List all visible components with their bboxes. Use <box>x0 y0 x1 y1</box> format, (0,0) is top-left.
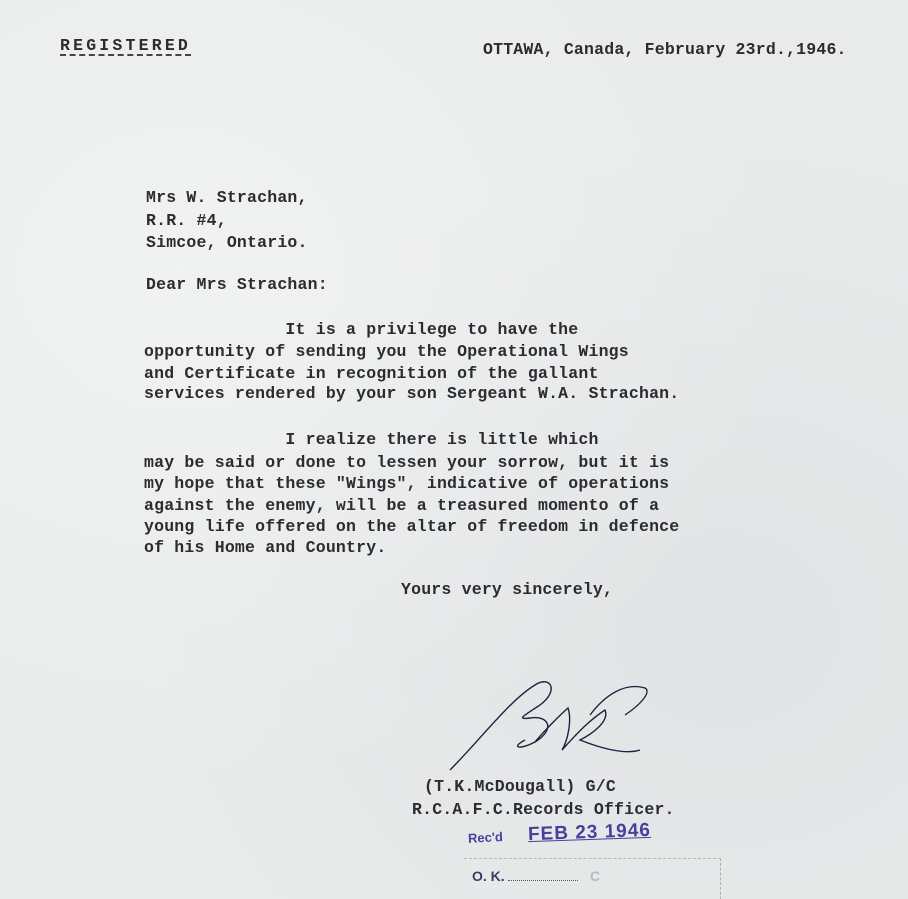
stamp-ok-label: O. K. <box>472 868 505 884</box>
closing: Yours very sincerely, <box>401 580 614 599</box>
paragraph-2-line: I realize there is little which <box>144 430 599 449</box>
paragraph-2-line: young life offered on the altar of freedom in defence <box>144 517 680 536</box>
signatory-name: (T.K.McDougall) G/C <box>424 777 616 796</box>
paragraph-2-line: of his Home and Country. <box>144 538 387 557</box>
paragraph-2-line: against the enemy, will be a treasured momento of a <box>144 496 660 515</box>
stamp-received-label: Rec'd <box>467 829 504 846</box>
handwritten-signature <box>440 670 670 780</box>
paragraph-1-line: It is a privilege to have the <box>144 320 579 339</box>
stamp-faint-initial: C <box>590 868 601 884</box>
paragraph-1-line: and Certificate in recognition of the gallant <box>144 364 599 383</box>
stamp-dotted-line <box>508 880 578 881</box>
paragraph-2-line: may be said or done to lessen your sorrow, but it is <box>144 453 670 472</box>
paragraph-2-line: my hope that these "Wings", indicative of operations <box>144 474 670 493</box>
paragraph-1-line: opportunity of sending you the Operational Wings <box>144 342 629 361</box>
address-line-3: Simcoe, Ontario. <box>146 233 308 252</box>
received-stamp <box>464 818 744 899</box>
dateline: OTTAWA, Canada, February 23rd.,1946. <box>483 40 847 59</box>
paragraph-1-line: services rendered by your son Sergeant W.A. Strachan. <box>144 384 680 403</box>
salutation: Dear Mrs Strachan: <box>146 275 328 294</box>
stamp-date: FEB 23 1946 <box>527 819 652 846</box>
signatory-title: R.C.A.F.C.Records Officer. <box>412 800 675 819</box>
registered-heading: REGISTERED <box>60 36 192 55</box>
address-line-2: R.R. #4, <box>146 211 227 230</box>
address-line-1: Mrs W. Strachan, <box>146 188 308 207</box>
